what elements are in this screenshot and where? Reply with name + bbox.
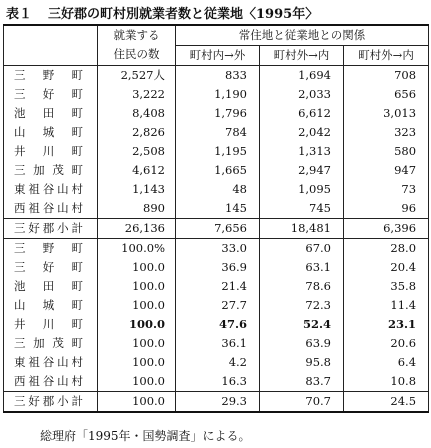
cell-in: 83.7 [260, 372, 344, 392]
header-relation-group: 常住地と従業地との関係 [176, 25, 429, 46]
table-number: 表１ [6, 7, 33, 22]
row-name: 三 好 町 [4, 85, 98, 104]
table-row [4, 142, 429, 161]
table-row [4, 296, 429, 315]
employment-table [3, 24, 429, 413]
cell-workers: 100.0 [98, 258, 176, 277]
row-name: 山 城 町 [4, 296, 98, 315]
table-row [4, 372, 429, 392]
percent-section [4, 239, 429, 392]
cell-ext: 656 [344, 85, 429, 104]
table-row [4, 66, 429, 86]
table-row [4, 180, 429, 199]
cell-out: 36.1 [176, 334, 260, 353]
row-name: 山 城 町 [4, 123, 98, 142]
cell-ext: 947 [344, 161, 429, 180]
cell-ext: 20.4 [344, 258, 429, 277]
cell-ext: 323 [344, 123, 429, 142]
row-name: 池 田 町 [4, 104, 98, 123]
cell-workers: 26,136 [98, 219, 176, 239]
header-out: 町村内→外 [176, 46, 260, 66]
percent-total-section [4, 392, 429, 413]
row-name: 三加茂町 [4, 334, 98, 353]
cell-workers: 8,408 [98, 104, 176, 123]
header-workers [98, 25, 176, 66]
cell-in: 2,947 [260, 161, 344, 180]
cell-workers: 2,527人 [98, 66, 176, 86]
cell-ext: 10.8 [344, 372, 429, 392]
cell-out: 1,665 [176, 161, 260, 180]
cell-out: 7,656 [176, 219, 260, 239]
row-name: 井 川 町 [4, 315, 98, 334]
cell-in: 1,313 [260, 142, 344, 161]
cell-in: 63.1 [260, 258, 344, 277]
cell-ext: 708 [344, 66, 429, 86]
cell-ext: 35.8 [344, 277, 429, 296]
cell-out: 1,195 [176, 142, 260, 161]
table-row [4, 104, 429, 123]
cell-out: 1,190 [176, 85, 260, 104]
cell-in: 67.0 [260, 239, 344, 259]
row-name: 池 田 町 [4, 277, 98, 296]
cell-workers: 100.0 [98, 296, 176, 315]
cell-ext: 580 [344, 142, 429, 161]
table-title [6, 3, 318, 22]
table-row [4, 392, 429, 413]
cell-ext: 6,396 [344, 219, 429, 239]
cell-in: 78.6 [260, 277, 344, 296]
cell-out: 833 [176, 66, 260, 86]
row-name: 東祖谷山村 [4, 180, 98, 199]
cell-workers: 100.0 [98, 277, 176, 296]
header-workers-line1: 就業する [113, 28, 160, 42]
cell-in: 70.7 [260, 392, 344, 413]
cell-workers: 2,826 [98, 123, 176, 142]
table-row [4, 334, 429, 353]
cell-workers: 4,612 [98, 161, 176, 180]
row-name: 西祖谷山村 [4, 372, 98, 392]
cell-workers: 3,222 [98, 85, 176, 104]
cell-out: 29.3 [176, 392, 260, 413]
cell-in: 2,042 [260, 123, 344, 142]
table-row [4, 258, 429, 277]
table-row [4, 85, 429, 104]
row-name: 東祖谷山村 [4, 353, 98, 372]
table-row [4, 315, 429, 334]
cell-out: 1,796 [176, 104, 260, 123]
cell-out: 145 [176, 199, 260, 219]
table-row [4, 161, 429, 180]
cell-in: 52.4 [260, 315, 344, 334]
table-row [4, 353, 429, 372]
cell-out: 48 [176, 180, 260, 199]
table-row [4, 219, 429, 239]
cell-workers: 1,143 [98, 180, 176, 199]
cell-ext: 96 [344, 199, 429, 219]
cell-out: 33.0 [176, 239, 260, 259]
cell-in: 18,481 [260, 219, 344, 239]
cell-ext: 73 [344, 180, 429, 199]
cell-ext: 23.1 [344, 315, 429, 334]
cell-workers: 890 [98, 199, 176, 219]
count-total-section [4, 219, 429, 239]
cell-workers: 100.0 [98, 334, 176, 353]
cell-in: 63.9 [260, 334, 344, 353]
cell-ext: 24.5 [344, 392, 429, 413]
row-name: 三 野 町 [4, 239, 98, 259]
cell-in: 95.8 [260, 353, 344, 372]
cell-ext: 3,013 [344, 104, 429, 123]
cell-workers: 100.0 [98, 392, 176, 413]
header-in: 町村外→内 [260, 46, 344, 66]
cell-ext: 6.4 [344, 353, 429, 372]
cell-out: 36.9 [176, 258, 260, 277]
cell-out: 47.6 [176, 315, 260, 334]
table-row [4, 239, 429, 259]
table-caption: 三好郡の町村別就業者数と従業地〈1995年〉 [48, 7, 319, 22]
cell-in: 2,033 [260, 85, 344, 104]
row-name: 西祖谷山村 [4, 199, 98, 219]
cell-ext: 28.0 [344, 239, 429, 259]
cell-workers: 100.0 [98, 353, 176, 372]
cell-out: 16.3 [176, 372, 260, 392]
header-workers-line2: 住民の数 [113, 47, 160, 61]
table-row [4, 277, 429, 296]
row-name: 三好郡小計 [4, 219, 98, 239]
row-name: 三加茂町 [4, 161, 98, 180]
cell-workers: 100.0 [98, 372, 176, 392]
cell-ext: 11.4 [344, 296, 429, 315]
row-name: 三 野 町 [4, 66, 98, 86]
header-corner [4, 25, 98, 66]
row-name: 三 好 町 [4, 258, 98, 277]
cell-in: 72.3 [260, 296, 344, 315]
cell-in: 1,095 [260, 180, 344, 199]
cell-in: 1,694 [260, 66, 344, 86]
cell-workers: 100.0% [98, 239, 176, 259]
source-note: 総理府「1995年・国勢調査」による。 [40, 429, 251, 443]
cell-out: 27.7 [176, 296, 260, 315]
row-name: 井 川 町 [4, 142, 98, 161]
header-ext: 町村外→内 [344, 46, 429, 66]
cell-in: 745 [260, 199, 344, 219]
table-row [4, 123, 429, 142]
cell-workers: 100.0 [98, 315, 176, 334]
cell-out: 4.2 [176, 353, 260, 372]
cell-workers: 2,508 [98, 142, 176, 161]
table-row [4, 199, 429, 219]
cell-ext: 20.6 [344, 334, 429, 353]
cell-in: 6,612 [260, 104, 344, 123]
cell-out: 784 [176, 123, 260, 142]
cell-out: 21.4 [176, 277, 260, 296]
row-name: 三好郡小計 [4, 392, 98, 413]
count-section [4, 66, 429, 219]
